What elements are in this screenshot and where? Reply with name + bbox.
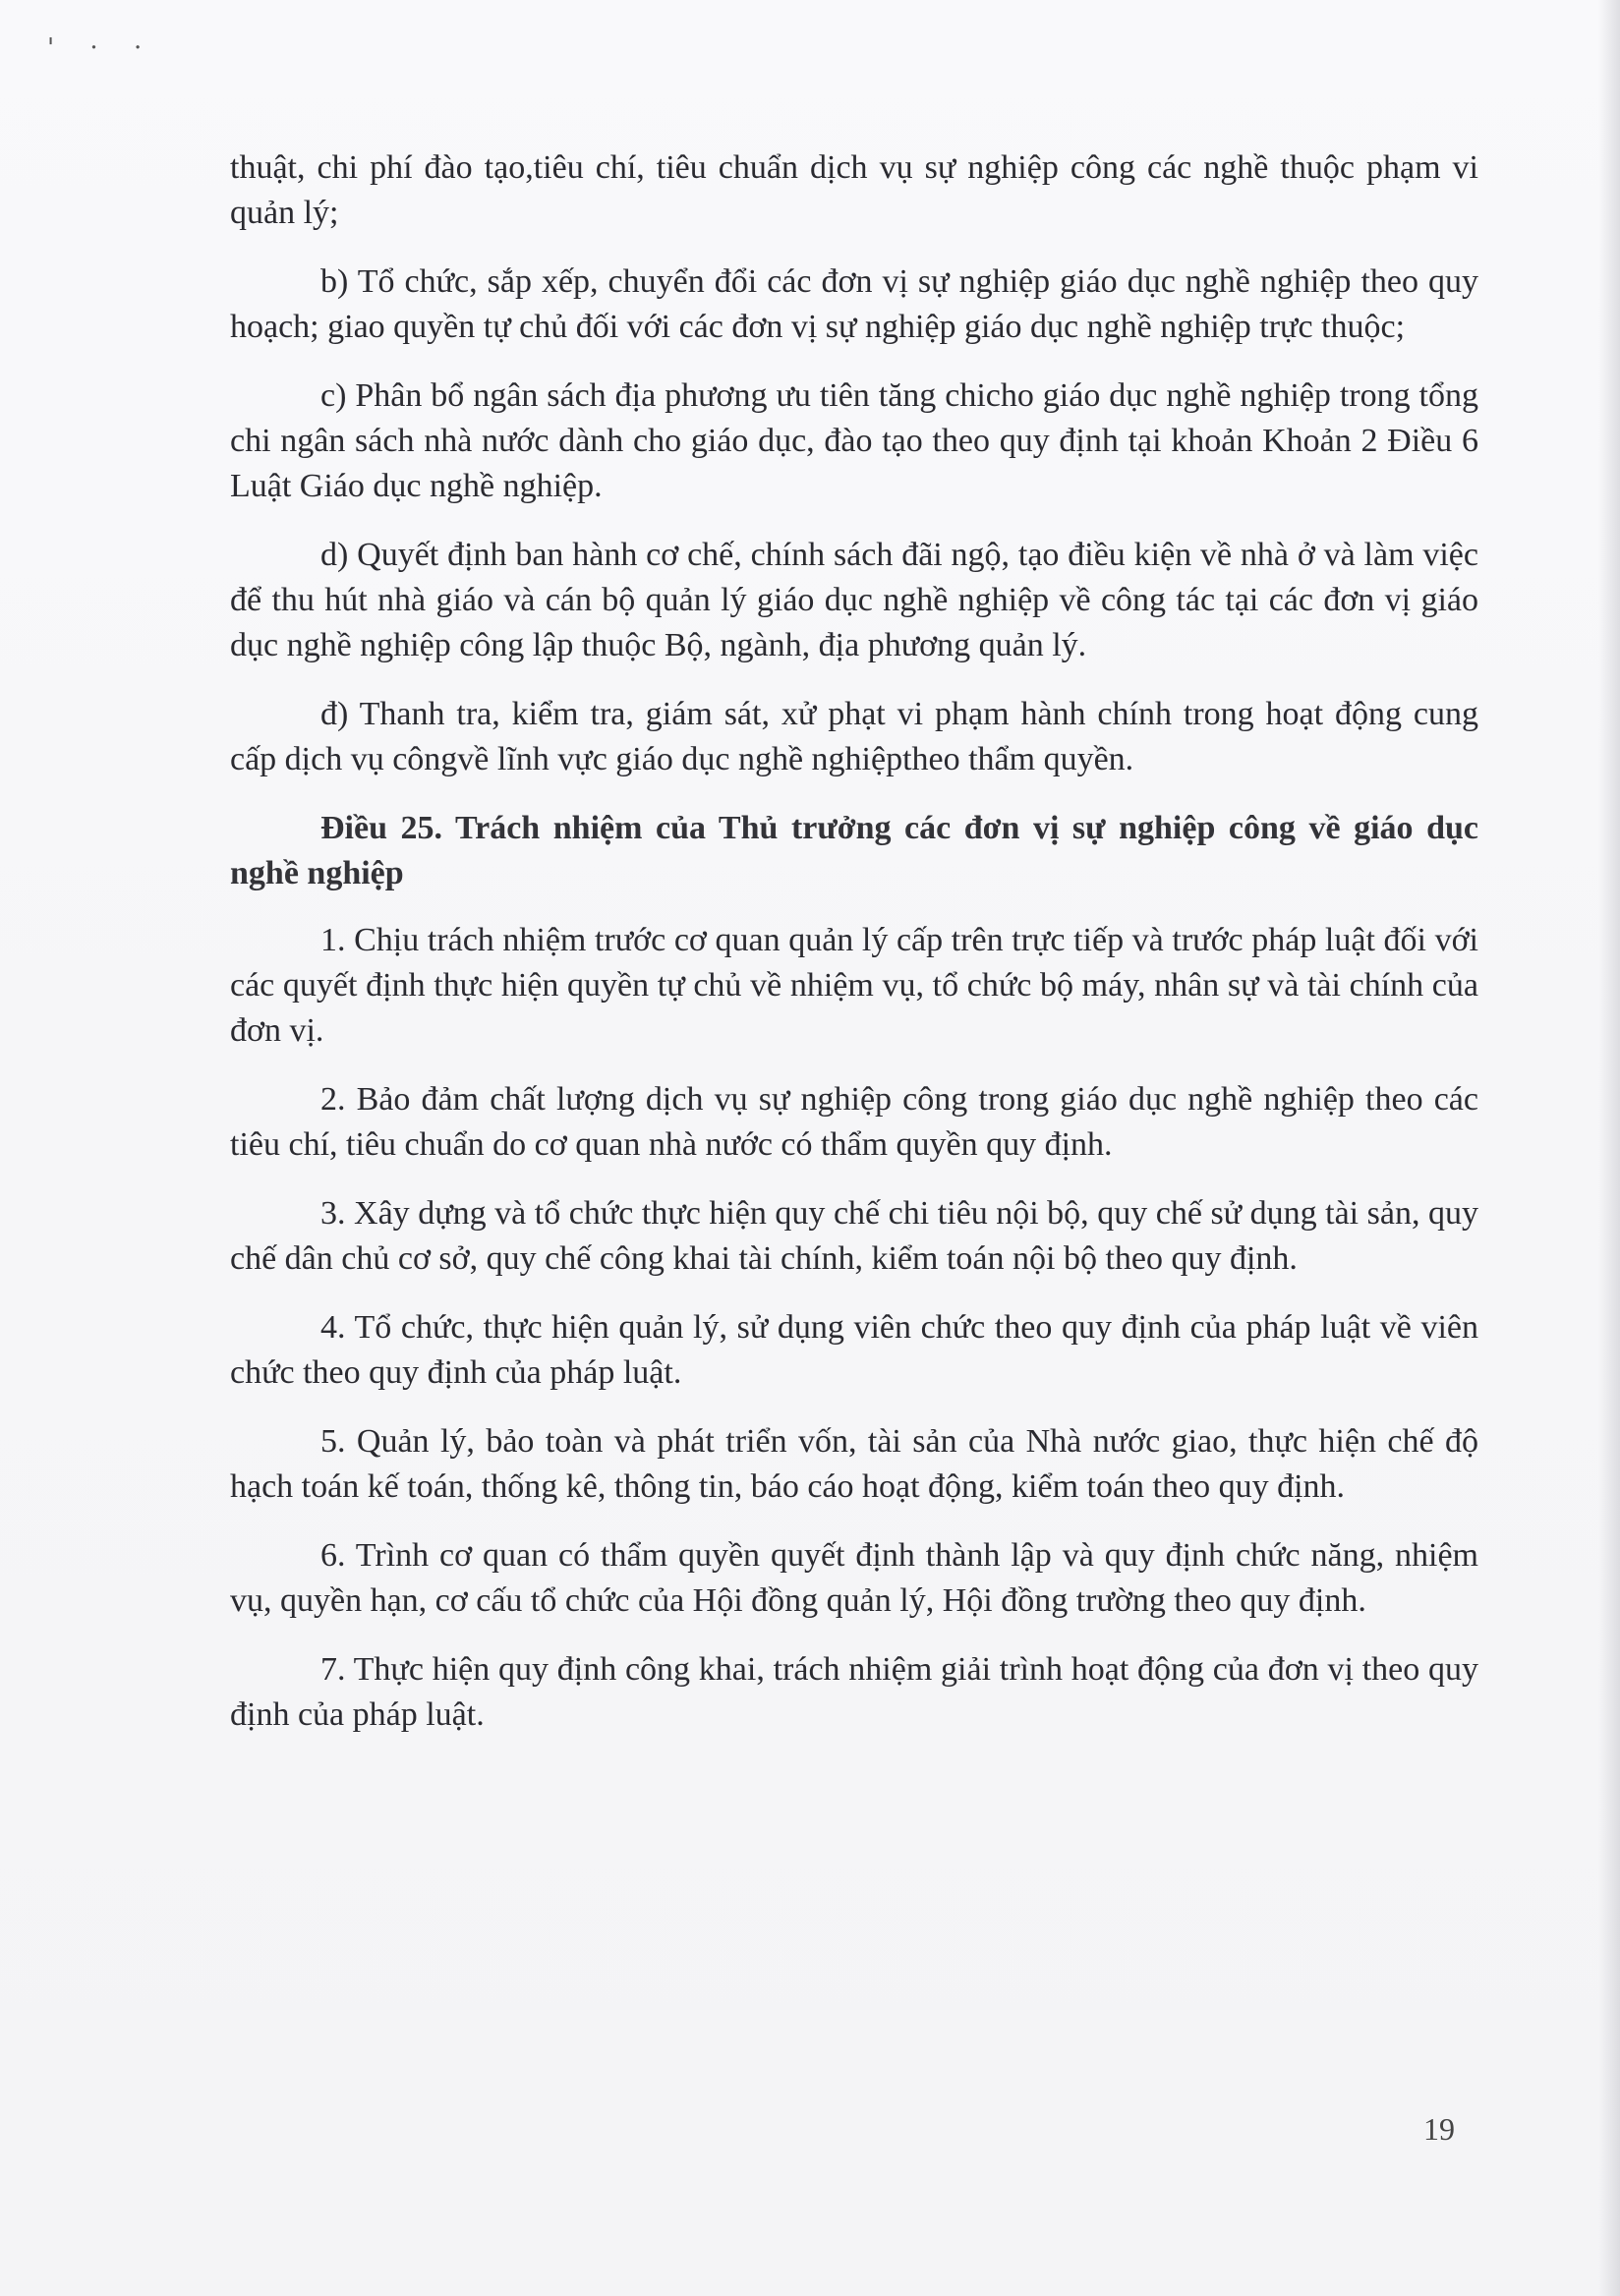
article-item-2: 2. Bảo đảm chất lượng dịch vụ sự nghiệp công trong giáo dục nghề nghiệp theo các tiêu chí, tiêu chuẩn do cơ quan nhà nước có thẩm quyền quy định.	[230, 1081, 1478, 1163]
document-body	[230, 145, 1478, 1761]
page-edge-shadow	[1598, 0, 1620, 2296]
article-item-5: 5. Quản lý, bảo toàn và phát triển vốn, tài sản của Nhà nước giao, thực hiện chế độ hạch toán kế toán, thống kê, thông tin, báo cáo hoạt động, kiểm toán theo quy định.	[230, 1423, 1478, 1505]
article-heading: Điều 25. Trách nhiệm của Thủ trưởng các đơn vị sự nghiệp công về giáo dục nghề nghiệp	[230, 810, 1478, 891]
paragraph-item-b: b) Tổ chức, sắp xếp, chuyển đổi các đơn vị sự nghiệp giáo dục nghề nghiệp theo quy hoạch; giao quyền tự chủ đối với các đơn vị sự nghiệp giáo dục nghề nghiệp trực thuộc;	[230, 263, 1478, 345]
article-item-6: 6. Trình cơ quan có thẩm quyền quyết định thành lập và quy định chức năng, nhiệm vụ, quyền hạn, cơ cấu tổ chức của Hội đồng quản lý, Hội đồng trường theo quy định.	[230, 1537, 1478, 1619]
paragraph-item-c: c) Phân bổ ngân sách địa phương ưu tiên tăng chicho giáo dục nghề nghiệp trong tổng chi ngân sách nhà nước dành cho giáo dục, đào tạo theo quy định tại khoản Khoản 2 Điều 6 Luật Giáo dục nghề nghiệp.	[230, 377, 1478, 504]
article-item-4: 4. Tổ chức, thực hiện quản lý, sử dụng viên chức theo quy định của pháp luật về viên chức theo quy định của pháp luật.	[230, 1309, 1478, 1391]
paragraph-item-d: d) Quyết định ban hành cơ chế, chính sách đãi ngộ, tạo điều kiện về nhà ở và làm việc để thu hút nhà giáo và cán bộ quản lý giáo dục nghề nghiệp về công tác tại các đơn vị giáo dục nghề nghiệp công lập thuộc Bộ, ngành, địa phương quản lý.	[230, 537, 1478, 663]
page-number: 19	[1423, 2111, 1455, 2147]
article-item-1: 1. Chịu trách nhiệm trước cơ quan quản lý cấp trên trực tiếp và trước pháp luật đối với các quyết định thực hiện quyền tự chủ về nhiệm vụ, tổ chức bộ máy, nhân sự và tài chính của đơn vị.	[230, 922, 1478, 1049]
article-item-3: 3. Xây dựng và tổ chức thực hiện quy chế chi tiêu nội bộ, quy chế sử dụng tài sản, quy chế dân chủ cơ sở, quy chế công khai tài chính, kiểm toán nội bộ theo quy định.	[230, 1195, 1478, 1277]
paragraph-item-dd: đ) Thanh tra, kiểm tra, giám sát, xử phạt vi phạm hành chính trong hoạt động cung cấp dịch vụ côngvề lĩnh vực giáo dục nghề nghiệptheo thẩm quyền.	[230, 696, 1478, 777]
article-item-7: 7. Thực hiện quy định công khai, trách nhiệm giải trình hoạt động của đơn vị theo quy định của pháp luật.	[230, 1651, 1478, 1733]
paragraph-continuation: thuật, chi phí đào tạo,tiêu chí, tiêu chuẩn dịch vụ sự nghiệp công các nghề thuộc phạm vi quản lý;	[230, 149, 1478, 231]
scan-marks: ' · ·	[47, 33, 156, 63]
